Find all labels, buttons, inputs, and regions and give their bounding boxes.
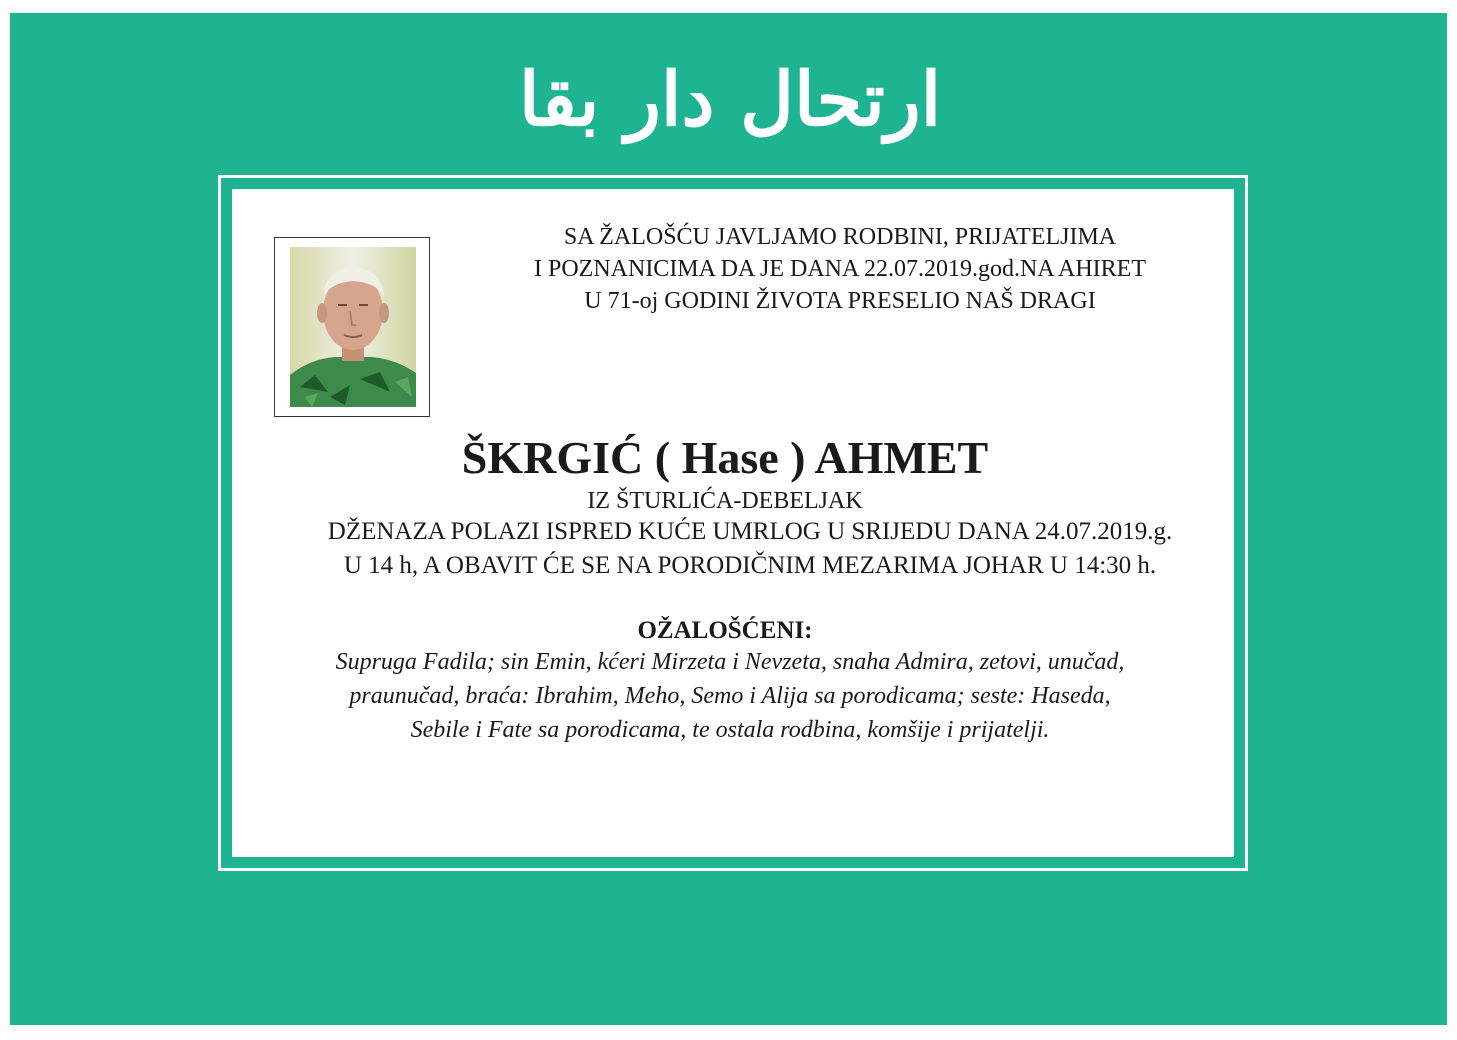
mourners-heading: OŽALOŠĆENI: xyxy=(637,617,813,644)
portrait-image xyxy=(290,247,416,407)
mourners-line-1: Supruga Fadila; sin Emin, kćeri Mirzeta i Nevzeta, snaha Admira, zetovi, unučad, xyxy=(335,649,1125,675)
mourners-line-3: Sebile i Fate sa porodicama, te ostala rodbina, komšije i prijatelji. xyxy=(410,717,1050,743)
deceased-name: ŠKRGIĆ ( Hase ) AHMET xyxy=(461,432,989,483)
funeral-line-1: DŽENAZA POLAZI ISPRED KUĆE UMRLOG U SRIJEDU DANA 24.07.2019.g. xyxy=(327,518,1173,545)
arabic-calligraphy-heading: ارتحال دار بقا xyxy=(518,57,942,143)
announcement-line-2: I POZNANICIMA DA JE DANA 22.07.2019.god.NA AHIRET xyxy=(533,256,1146,282)
announcement-line-1: SA ŽALOŠĆU JAVLJAMO RODBINI, PRIJATELJIMA xyxy=(563,224,1117,250)
deceased-place: IZ ŠTURLIĆA-DEBELJAK xyxy=(587,488,863,514)
announcement-line-3: U 71-oj GODINI ŽIVOTA PRESELIO NAŠ DRAGI xyxy=(584,288,1096,314)
deceased-photo xyxy=(274,237,430,417)
mourners-line-2: praunučad, braća: Ibrahim, Meho, Semo i Alija sa porodicama; seste: Haseda, xyxy=(349,683,1111,709)
funeral-line-2: U 14 h, A OBAVIT ĆE SE NA PORODIČNIM MEZARIMA JOHAR U 14:30 h. xyxy=(343,552,1157,579)
